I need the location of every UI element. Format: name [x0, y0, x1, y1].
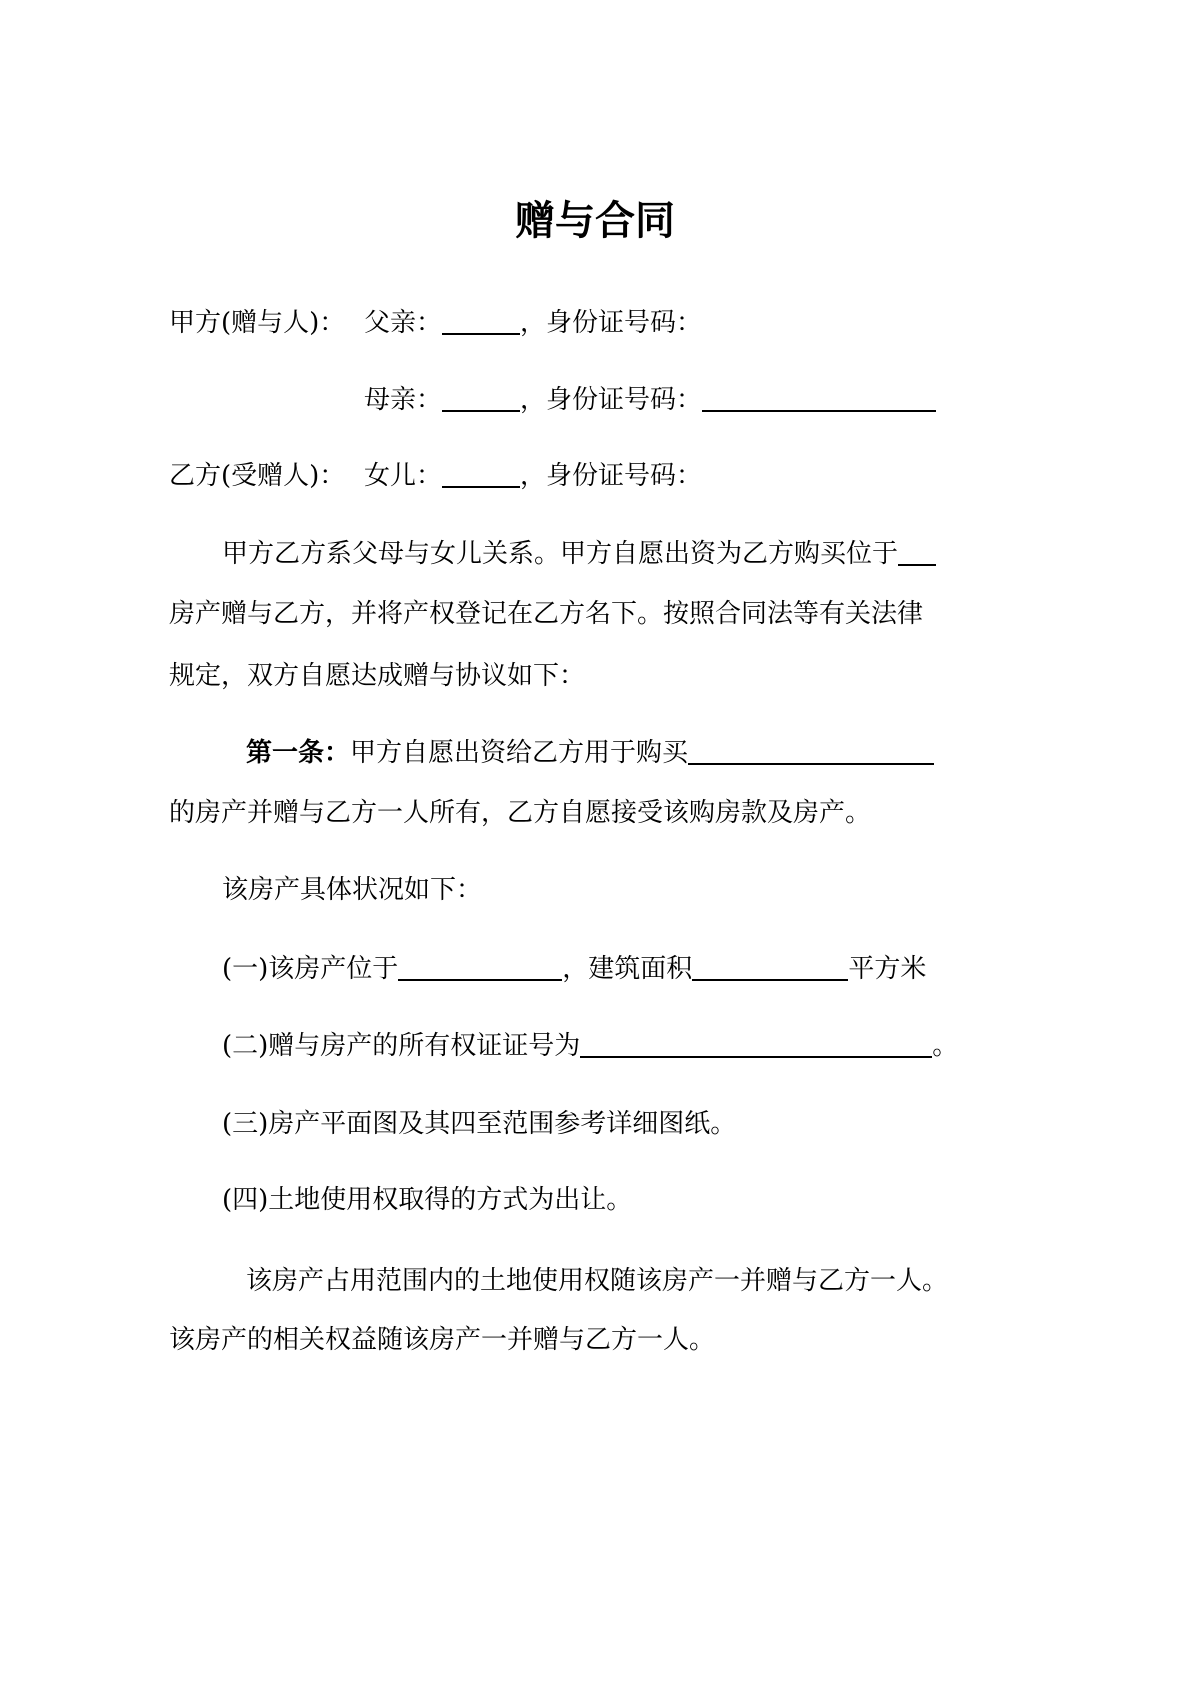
daughter-line [364, 459, 702, 493]
intro-line-3: 规定，双方自愿达成赠与协议如下： [169, 661, 586, 691]
intro-location-blank[interactable] [898, 538, 936, 566]
article1-line-1 [246, 736, 934, 770]
property-intro: 该房产具体状况如下： [222, 875, 483, 905]
mother-label: 母亲： [364, 385, 443, 415]
property-item-1 [222, 952, 926, 986]
property-area-unit: 平方米 [848, 954, 927, 984]
property-item-2-end: 。 [932, 1031, 959, 1061]
daughter-id-label: ，身份证号码： [520, 461, 703, 491]
document-title: 赠与合同 [515, 198, 675, 244]
property-area-label: ，建筑面积 [562, 954, 693, 984]
father-line [364, 306, 702, 340]
property-item-2-label: (二)赠与房产的所有权证证号为 [222, 1031, 581, 1061]
mother-id-blank[interactable] [702, 384, 936, 412]
daughter-label: 女儿： [364, 461, 443, 491]
intro-line-1 [222, 537, 936, 571]
property-location-blank[interactable] [398, 953, 562, 981]
intro-line-2: 房产赠与乙方，并将产权登记在乙方名下。按照合同法等有关法律 [169, 599, 924, 629]
land-line-1: 该房产占用范围内的土地使用权随该房产一并赠与乙方一人。 [246, 1266, 949, 1296]
property-item-4: (四)土地使用权取得的方式为出让。 [222, 1185, 633, 1215]
father-label: 父亲： [364, 308, 443, 338]
article1-line-2: 的房产并赠与乙方一人所有，乙方自愿接受该购房款及房产。 [169, 798, 872, 828]
property-item-3: (三)房产平面图及其四至范围参考详细图纸。 [222, 1109, 737, 1139]
mother-line [364, 383, 936, 417]
mother-id-label: ，身份证号码： [520, 385, 703, 415]
party-b-label: 乙方(受赠人)： [169, 461, 346, 491]
land-line-2: 该房产的相关权益随该房产一并赠与乙方一人。 [169, 1325, 716, 1355]
property-item-2 [222, 1029, 958, 1063]
property-certificate-blank[interactable] [580, 1030, 932, 1058]
daughter-name-blank[interactable] [442, 460, 520, 488]
father-id-label: ，身份证号码： [520, 308, 703, 338]
property-item-1-label: (一)该房产位于 [222, 954, 399, 984]
intro-text-1: 甲方乙方系父母与女儿关系。甲方自愿出资为乙方购买位于 [222, 539, 899, 569]
article1-heading: 第一条： [246, 738, 351, 768]
article1-text-1: 甲方自愿出资给乙方用于购买 [350, 738, 689, 768]
article1-purchase-blank[interactable] [688, 737, 934, 765]
father-name-blank[interactable] [442, 307, 520, 335]
party-a-label: 甲方(赠与人)： [169, 308, 346, 338]
property-area-blank[interactable] [692, 953, 848, 981]
mother-name-blank[interactable] [442, 384, 520, 412]
